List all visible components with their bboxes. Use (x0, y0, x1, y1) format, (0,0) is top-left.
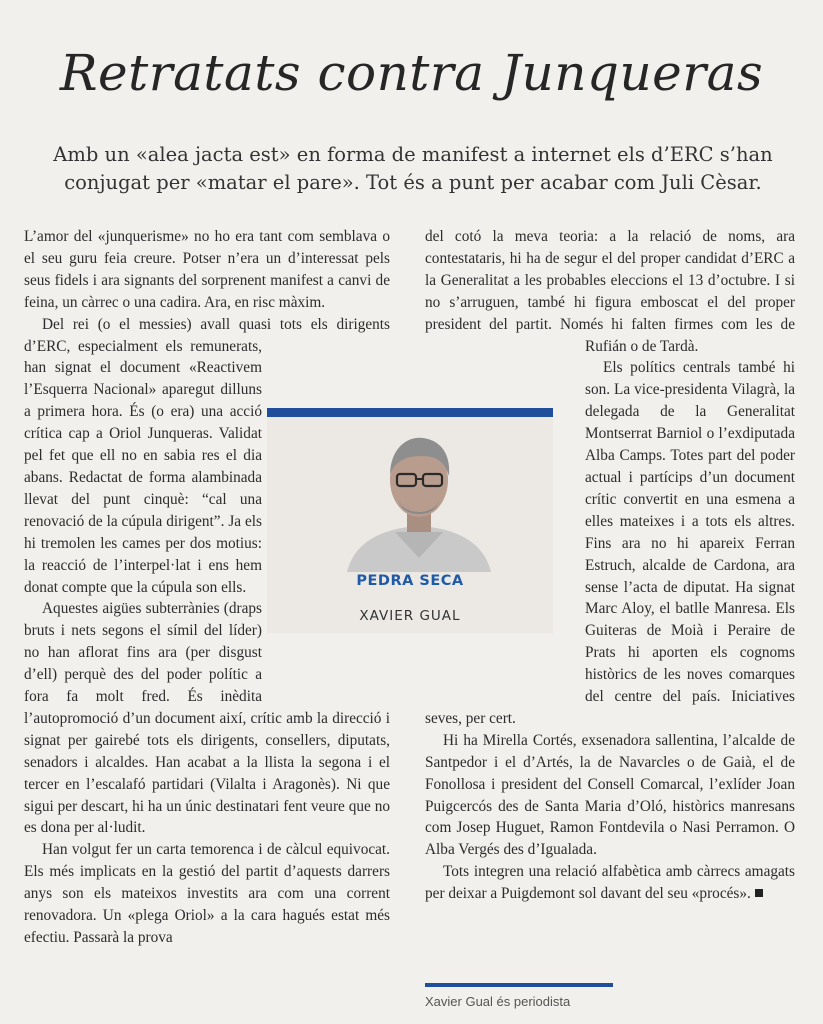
paragraph: Els polítics centrals també hi son. La vice-presidenta Vilagrà, la delegada de la Generalitat Montserrat Barniol o l’exdiputada Alba Camps. Totes part del poder actual i partícips d’un document crític convertit en una esmena a elles mateixes i a tots els altres. Fins ara no hi apareix Ferran Estruch, alcalde de Cardona, ara sense l’acta de diputat. Ha signat Marc Aloy, el batlle Manresa. Els Guiteras de Moià i Peraire de Prats hi aporten els cognoms històrics de les noves comarques del centre del país. Iniciatives seves, per cert. (425, 359, 795, 727)
author-box-rule (267, 408, 553, 417)
paragraph: Hi ha Mirella Cortés, exsenadora sallentina, l’alcalde de Santpedor i el d’Artés, la de Navarcles o de Gaià, el de Fonollosa i president del Consell Comarcal, l’exlíder Joan Puigcercós des de Santa Maria d’Oló, històrics manresans com Josep Huguet, Ramon Fontdevila o Nasi Perramon. O Alba Vergés des d’Igualada. (425, 731, 795, 859)
end-of-article-mark (755, 889, 763, 897)
paragraph: Han volgut fer un carta temorenca i de càlcul equivocat. Els més implicats en la gestió del partit d’aquests darrers anys son els mateixos investits ara com una corrent renovadora. Un «plega Oriol» a la cara hagués estat més efectiu. Passarà la prova (24, 841, 390, 946)
headline: Retratats contra Junqueras (59, 44, 764, 102)
paragraph: L’amor del «junquerisme» no ho era tant com semblava o el seu guru feia creure. Potser n’era un d’interessat pels seus fidels i ara signants del sorprenent manifest a canvi de feina, un càrrec o una cadira. Ara, en risc màxim. (24, 228, 390, 311)
author-photo (337, 432, 501, 572)
paragraph: Del rei (o el messies) avall quasi tots els dirigents d’ERC, especialment els remunerats, han signat el document «Reactivem l’Esquerra Nacional» aparegut dilluns a primera hora. És (o era) una acció crítica cap a Oriol Junqueras. Validat pel fet que ell no en sabia res el dia abans. Redactat de forma alambinada llevat del punt cinquè: “cal una renovació de la cúpula dirigent”. Ja els hi tremolen les cames per dos motius: la reacció de l’interpel·lat i ens hem donat compte que la cúpula son ells. (24, 315, 390, 596)
paragraph: Tots integren una relació alfabètica amb càrrecs amagats per deixar a Puigdemont sol davant del seu «procés». (425, 863, 795, 903)
paragraph: del cotó la meva teoria: a la relació de noms, ara contestataris, hi ha de segur el del proper candidat d’ERC a la Generalitat a les probables eleccions el 13 d’octubre. I si no s’arruguen, també hi figura emboscat el del proper president del partit. Només hi falten firmes com les de Rufián o de Tardà. (425, 228, 795, 355)
author-note: Xavier Gual és periodista (425, 994, 571, 1009)
author-box (267, 408, 553, 633)
paragraph: Aquestes aigües subterrànies (draps bruts i nets segons el símil del líder) no han aflorat fins ara (per disgust d’ell) perquè des del poder polític a fora fa molt fred. És inèdita l’autopromoció d’un document així, crític amb la direcció i signat per gairebé tots els dirigents, consellers, diputats, senadors i alcaldes. Han acabat a la llista la segona i el tercer en l’escalafó partidari (Vilalta i Aragonès). Ni que sigui per descart, hi ha un únic destinatari fent veure que no es dona per al·ludit. (24, 600, 390, 837)
author-name: XAVIER GUAL (359, 608, 461, 624)
footer-rule (425, 983, 613, 987)
column-name: PEDRA SECA (356, 573, 464, 589)
standfirst: Amb un «alea jacta est» en forma de manifest a internet els d’ERC s’han conjugat per «matar el pare». Tot és a punt per acabar com Juli Cèsar. (53, 143, 773, 194)
